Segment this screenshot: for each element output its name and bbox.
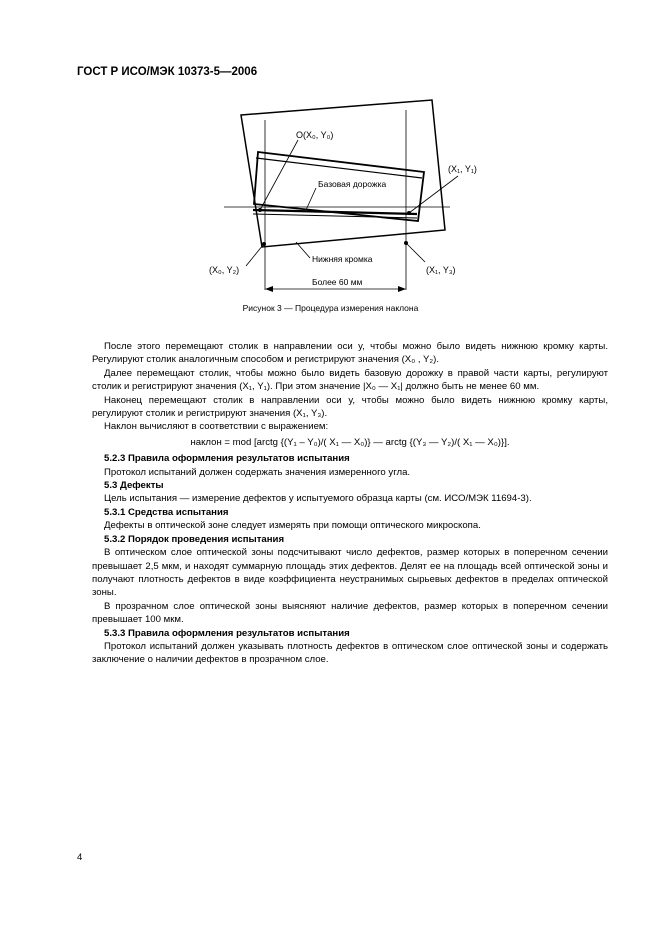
point-x1y3-marker [404, 241, 408, 245]
label-base-track: Базовая дорожка [318, 179, 387, 189]
leader-bottom-edge [296, 242, 310, 258]
point-origin-marker [258, 208, 262, 212]
point-x0y2-marker [262, 242, 266, 246]
paragraph: Дефекты в оптической зоне следует измерять при помощи оптического микроскопа. [104, 520, 481, 532]
dimension-arrow-left [265, 286, 273, 292]
base-track-line-b [253, 210, 417, 214]
paragraph: Далее перемещают столик, чтобы можно было видеть базовую дорожку в правой части карты, регулируют столик и регистрируют значения (X₁, Y₁). При этом значение |X₀ — X₁| должно быть не менее 60 мм. [92, 367, 608, 393]
section-heading-5-2-3: 5.2.3 Правила оформления результатов испытания [104, 453, 350, 465]
label-x1y3: (X₁, Y₃) [426, 265, 456, 275]
paragraph: Наконец перемещают столик в направлении оси y, чтобы можно было видеть нижнюю кромку карты, регулируют столик и регистрируют значения (X₁, Y₃). [92, 394, 608, 420]
point-x1y1-marker [407, 211, 411, 215]
slope-formula: наклон = mod [arctg {(Y₁ – Y₀)/( X₁ — X₀)} — arctg {(Y₃ — Y₂)/( X₁ — X₀)}]. [190, 436, 510, 448]
paragraph: Наклон вычисляют в соответствии с выражением: [104, 421, 329, 433]
section-heading-5-3-1: 5.3.1 Средства испытания [104, 506, 229, 518]
tilt-measurement-diagram [0, 0, 661, 330]
dimension-arrow-right [398, 286, 406, 292]
document-header: ГОСТ Р ИСО/МЭК 10373-5—2006 [77, 66, 258, 78]
paragraph: В прозрачном слое оптической зоны выясняют наличие дефектов, размер которых в поперечном сечении превышает 100 мкм. [92, 600, 608, 626]
section-heading-5-3: 5.3 Дефекты [104, 480, 164, 492]
leader-x0y2 [246, 245, 263, 266]
leader-origin [260, 140, 298, 210]
base-track-line-c [253, 214, 417, 218]
leader-x1y1 [409, 176, 458, 213]
paragraph: Протокол испытаний должен указывать плотность дефектов в оптическом слое оптической зоны и содержать заключение о наличии дефектов в прозрачном слое. [92, 640, 608, 666]
paragraph: В оптическом слое оптической зоны подсчитывают число дефектов, размер которых в поперечном сечении превышает 2,5 мкм, и находят суммарную площадь этих дефектов. Делят ее на площадь всей оптической зоны и получают плотность дефектов в виде коэффициента неустранимых сырьевых дефектов в пределах оптической зоны. [92, 547, 608, 599]
document-body [92, 340, 608, 667]
label-bottom-edge: Нижняя кромка [312, 254, 373, 264]
section-heading-5-3-2: 5.3.2 Порядок проведения испытания [104, 533, 285, 545]
leader-x1y3 [407, 244, 425, 262]
label-x0y2: (X₀, Y₂) [209, 265, 240, 275]
label-origin: O(X₀, Y₀) [296, 130, 334, 140]
page-number: 4 [77, 852, 83, 863]
figure-caption: Рисунок 3 — Процедура измерения наклона [242, 303, 419, 313]
paragraph: Протокол испытаний должен содержать значения измеренного угла. [104, 466, 411, 478]
card-outline [241, 100, 445, 247]
label-dimension: Более 60 мм [312, 277, 363, 287]
paragraph: После этого перемещают столик в направлении оси y, чтобы можно было видеть нижнюю кромку карты. Регулируют столик аналогичным способом и регистрируют значения (X₀ , Y₂). [92, 341, 608, 366]
paragraph: Цель испытания — измерение дефектов у испытуемого образца карты (см. ИСО/МЭК 11694-3). [104, 493, 532, 505]
section-heading-5-3-3: 5.3.3 Правила оформления результатов испытания [104, 627, 350, 639]
label-x1y1: (X₁, Y₁) [448, 164, 477, 174]
